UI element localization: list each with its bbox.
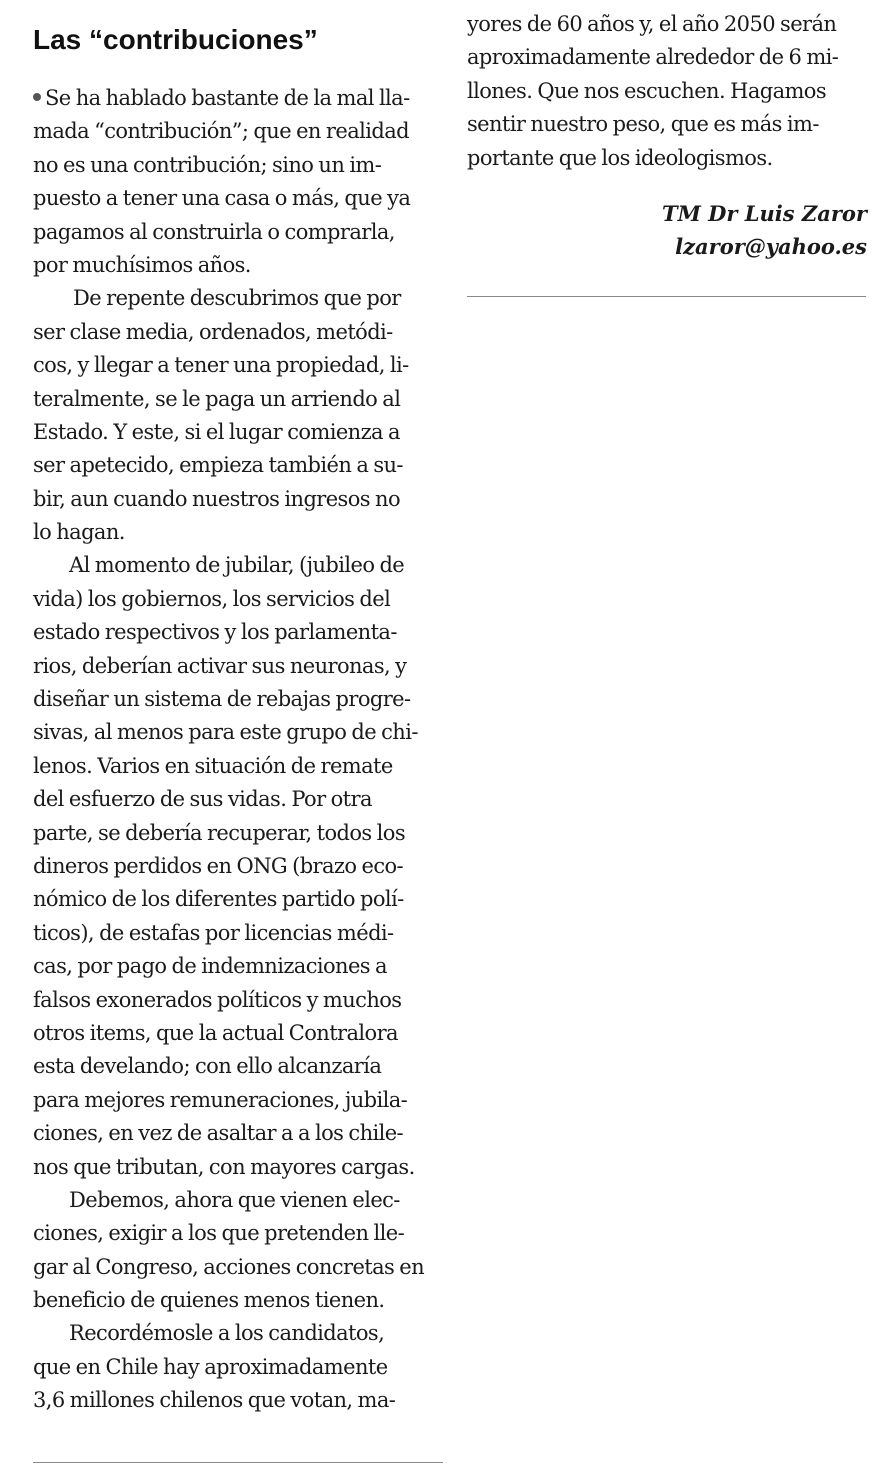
body-line: lenos. Varios en situación de remate	[33, 753, 393, 778]
body-line: sivas, al menos para este grupo de chi-	[33, 720, 418, 745]
bullet-icon	[33, 93, 41, 101]
body-line: aproximadamente alrededor de 6 mi-	[467, 45, 839, 70]
body-line: bir, aun cuando nuestros ingresos no	[33, 486, 400, 511]
body-line: gar al Congreso, acciones concretas en	[33, 1254, 425, 1279]
body-line: parte, se debería recuperar, todos los	[33, 820, 406, 845]
body-line: Debemos, ahora que vienen elec-	[69, 1187, 400, 1212]
body-line: por muchísimos años.	[33, 252, 251, 277]
body-line: nos que tributan, con mayores cargas.	[33, 1154, 415, 1179]
body-line: Recordémosle a los candidatos,	[69, 1321, 385, 1346]
right-column	[467, 8, 867, 263]
body-line: portante que los ideologismos.	[467, 145, 773, 170]
body-line: esta develando; con ello alcanzaría	[33, 1054, 382, 1079]
body-line: otros items, que la actual Contralora	[33, 1020, 398, 1045]
author-signature	[467, 197, 867, 263]
body-line: Al momento de jubilar, (jubileo de	[69, 553, 405, 578]
article-headline: Las “contribuciones”	[33, 24, 318, 55]
bottom-divider	[33, 1462, 443, 1463]
body-line: nómico de los diferentes partido polí-	[33, 887, 404, 912]
body-line: llones. Que nos escuchen. Hagamos	[467, 78, 827, 103]
body-line: pagamos al construirla o comprarla,	[33, 219, 395, 244]
body-line: cas, por pago de indemnizaciones a	[33, 954, 387, 979]
body-line: sentir nuestro peso, que es más im-	[467, 112, 819, 137]
body-line: 3,6 millones chilenos que votan, ma-	[33, 1388, 396, 1413]
body-line: para mejores remuneraciones, jubila-	[33, 1087, 408, 1112]
body-line: diseñar un sistema de rebajas progre-	[33, 687, 411, 712]
body-line: ser clase media, ordenados, metódi-	[33, 319, 393, 344]
column-end-divider	[467, 296, 866, 297]
author-email: lzaror@yahoo.es	[675, 233, 867, 259]
body-line: estado respectivos y los parlamenta-	[33, 620, 397, 645]
body-line: Estado. Y este, si el lugar comienza a	[33, 419, 400, 444]
body-line: que en Chile hay aproximadamente	[33, 1354, 388, 1379]
body-line: del esfuerzo de sus vidas. Por otra	[33, 787, 372, 812]
body-line: vida) los gobiernos, los servicios del	[33, 586, 391, 611]
body-line: teralmente, se le paga un arriendo al	[33, 386, 401, 411]
body-line: ciones, en vez de asaltar a a los chile-	[33, 1121, 404, 1146]
body-line: puesto a tener una casa o más, que ya	[33, 186, 411, 211]
body-line: mada “contribución”; que en realidad	[33, 119, 409, 144]
body-line: no es una contribución; sino un im-	[33, 152, 382, 177]
body-line: lo hagan.	[33, 520, 125, 545]
author-name: TM Dr Luis Zaror	[662, 200, 867, 226]
article-body-right	[467, 8, 867, 175]
body-line: ticos), de estafas por licencias médi-	[33, 920, 394, 945]
body-line: rios, deberían activar sus neuronas, y	[33, 653, 407, 678]
body-line: beneficio de quienes menos tienen.	[33, 1288, 385, 1313]
article-body-left	[33, 82, 443, 1418]
body-line: cos, y llegar a tener una propiedad, li-	[33, 353, 409, 378]
left-column	[33, 20, 443, 1418]
body-line: yores de 60 años y, el año 2050 serán	[467, 12, 837, 36]
body-line: De repente descubrimos que por	[73, 286, 401, 311]
body-line: Se ha hablado bastante de la mal lla-	[33, 82, 443, 115]
body-line: ser apetecido, empieza también a su-	[33, 453, 403, 478]
body-line: dineros perdidos en ONG (brazo eco-	[33, 853, 404, 878]
body-line: falsos exonerados políticos y muchos	[33, 987, 402, 1012]
body-line: ciones, exigir a los que pretenden lle-	[33, 1221, 405, 1246]
